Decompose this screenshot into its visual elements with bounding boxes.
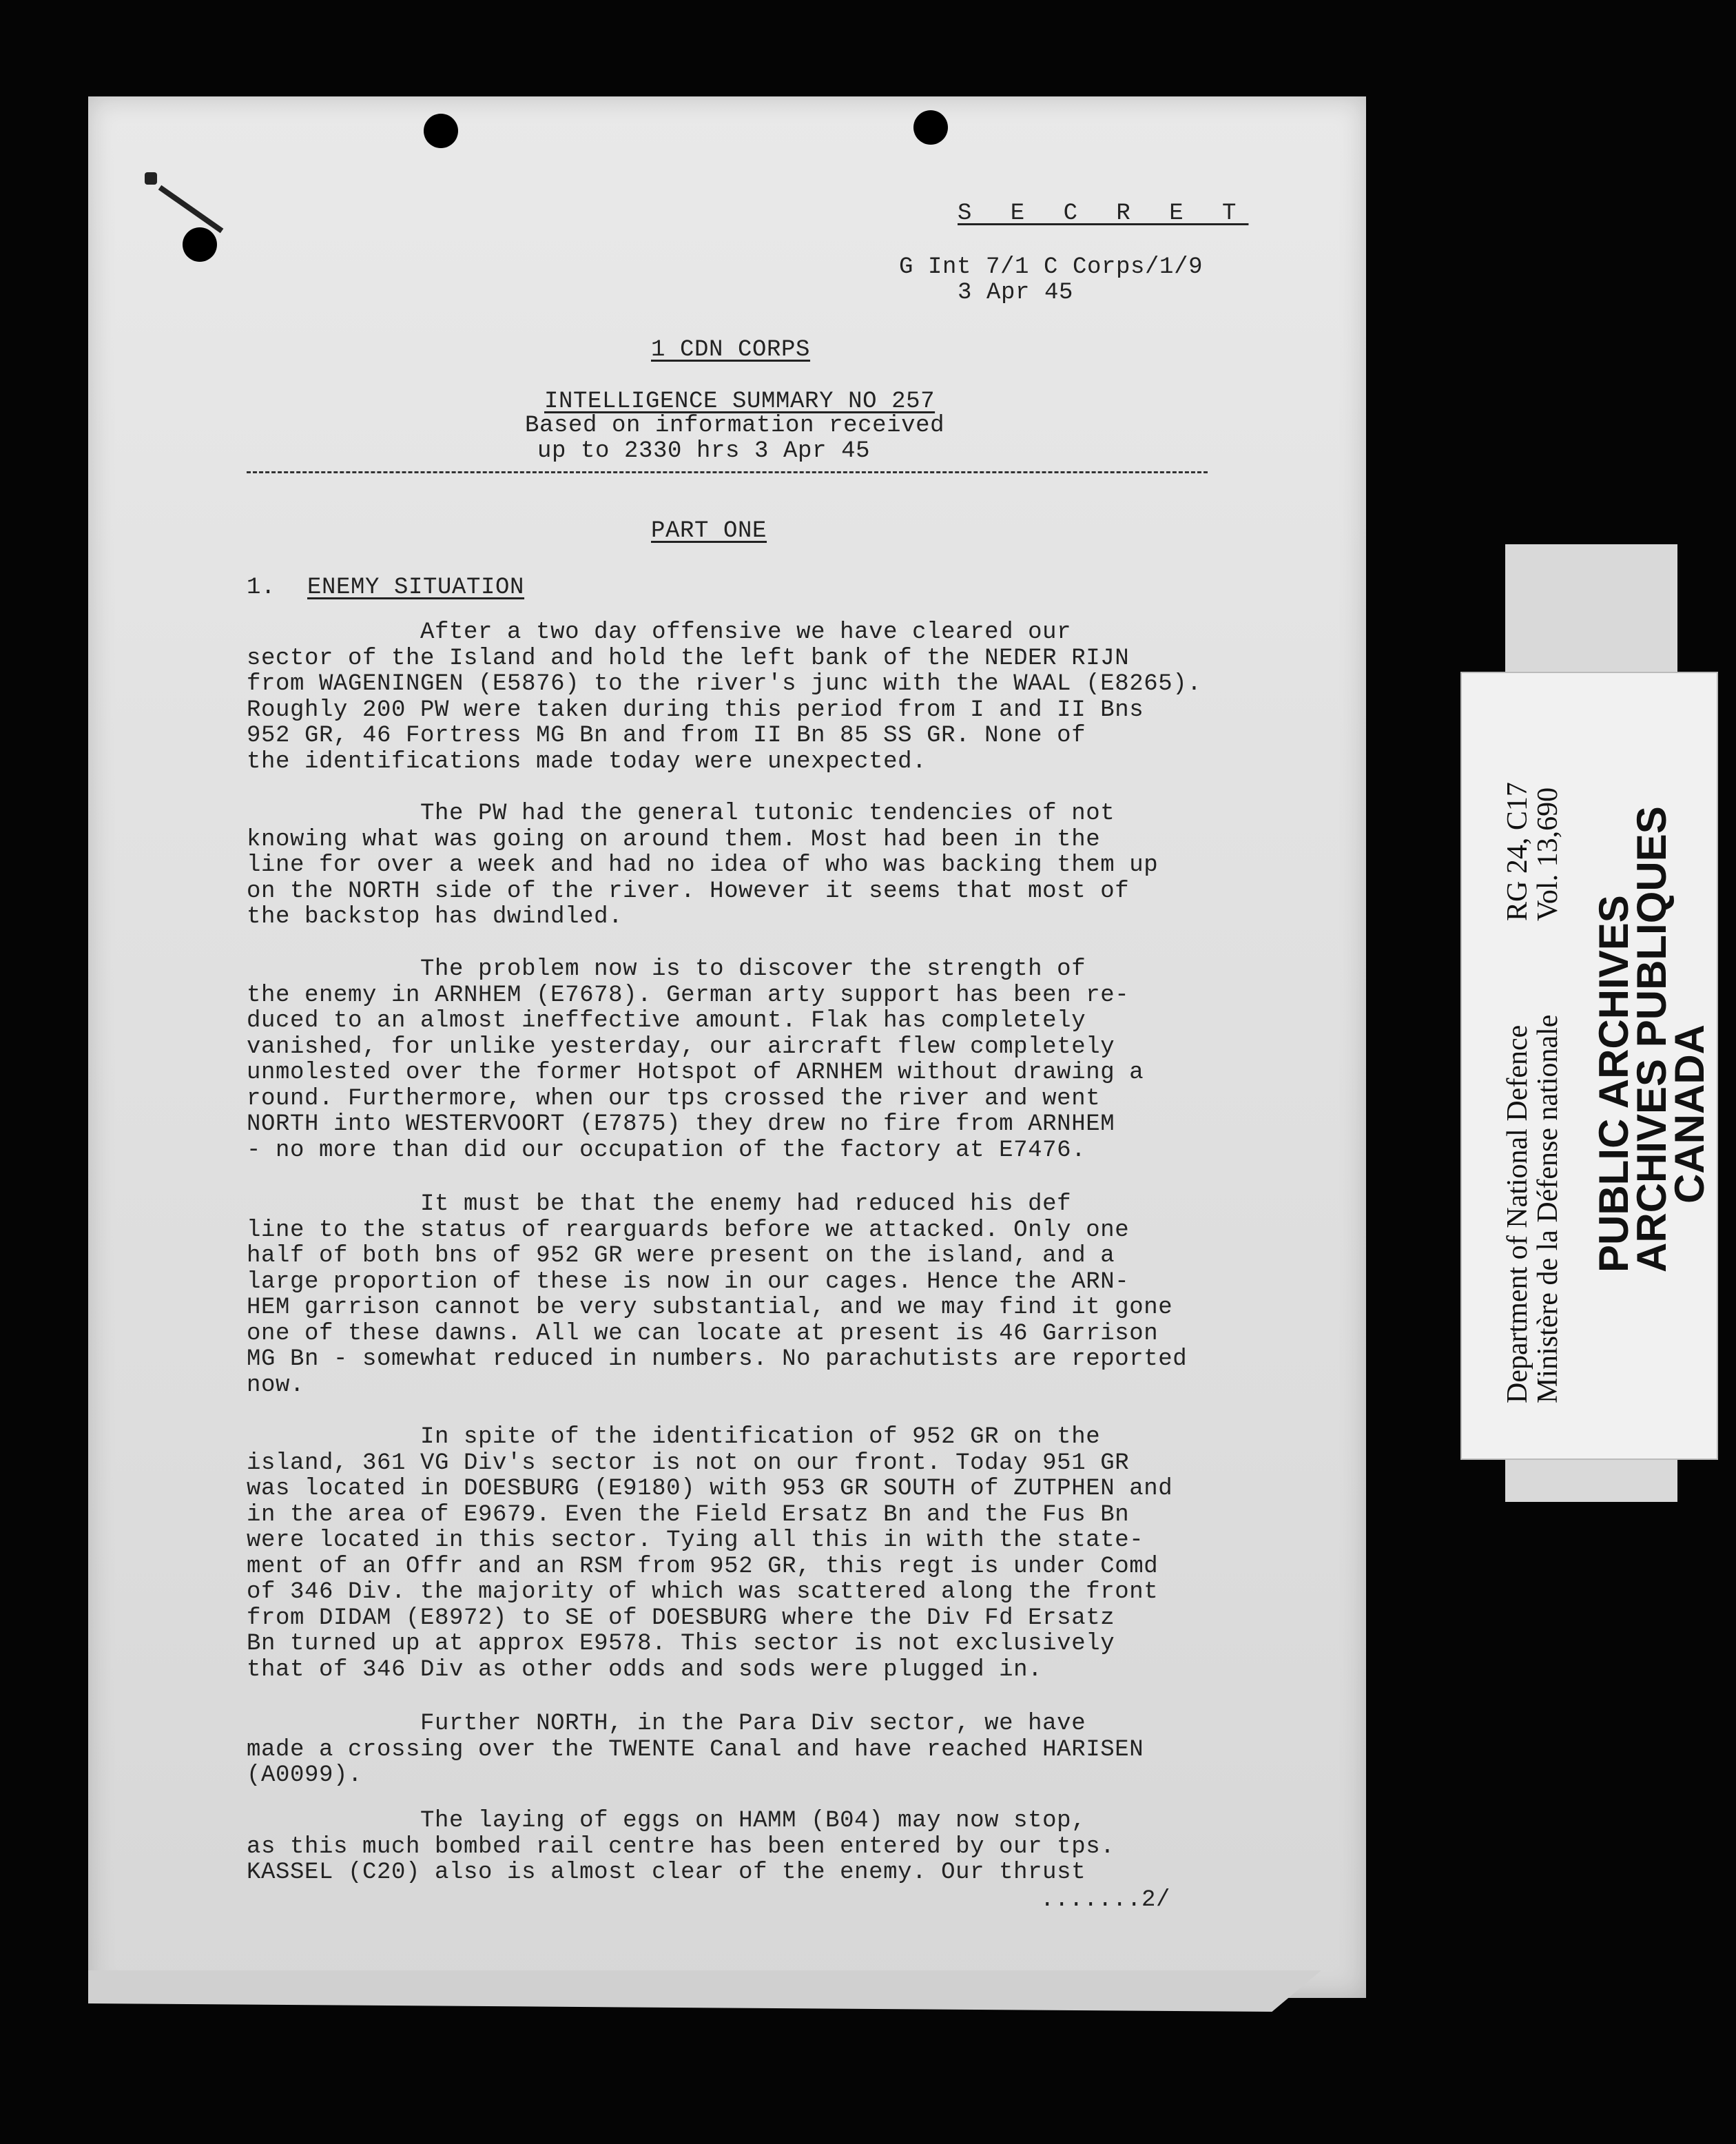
label-archive-en: PUBLIC ARCHIVES <box>1591 895 1637 1272</box>
paragraph-enemy-situation-4: It must be that the enemy had reduced his def line to the status of rearguards before we attacked. Only one half of both bns of 952 GR were present on the island, and a large proportion of these is now in our cages. Hence the ARN- HEM garrison cannot be very substantial, and we may find it gone one of these dawns. All we can locate at present is 46 Garrison MG Bn - somewhat reduced in numbers. No parachutists are reported now. <box>247 1191 1188 1399</box>
archive-label-card <box>1460 672 1718 1460</box>
handwritten-dot <box>145 172 157 185</box>
part-heading: PART ONE <box>651 518 767 544</box>
section-title: ENEMY SITUATION <box>307 575 525 601</box>
classification-marking: S E C R E T <box>958 200 1249 227</box>
paragraph-enemy-situation-6: Further NORTH, in the Para Div sector, we have made a crossing over the TWENTE Canal and have reached HARISEN (A0099). <box>247 1711 1144 1789</box>
label-department-fr: Ministère de la Défense nationale <box>1532 1014 1564 1403</box>
punch-hole-right <box>913 110 948 145</box>
document-title: INTELLIGENCE SUMMARY NO 257 <box>544 389 936 415</box>
label-archive-fr: ARCHIVES PUBLIQUES <box>1629 806 1675 1272</box>
basis-line-1: Based on information received <box>525 413 945 439</box>
label-reference-2: Vol. 13,690 <box>1532 787 1564 921</box>
document-date: 3 Apr 45 <box>958 280 1074 306</box>
paragraph-enemy-situation-1: After a two day offensive we have cleared our sector of the Island and hold the left bank of the NEDER RIJN from WAGENINGEN (E5876) to the river's junc with the WAAL (E8265). Roughly 200 PW were taken during this period from I and II Bns 952 GR, 46 Fortress MG Bn and from II Bn 85 SS GR. None of the identifications made today were unexpected. <box>247 619 1202 775</box>
file-reference: G Int 7/1 C Corps/1/9 <box>899 254 1203 280</box>
paragraph-enemy-situation-2: The PW had the general tutonic tendencies of not knowing what was going on around them. Most had been in the line for over a week and had no idea of who was backing them up on the NORTH side of the river. However it seems that most of the backstop has dwindled. <box>247 801 1159 930</box>
continuation-marker: .......2/ <box>1040 1887 1171 1913</box>
paragraph-enemy-situation-5: In spite of the identification of 952 GR on the island, 361 VG Div's sector is not on our front. Today 951 GR was located in DOESBURG (E9180) with 953 GR SOUTH of ZUTPHEN and in the area of E9679. Even the Field Ersatz Bn and the Fus Bn were located in this sector. Tying all this in with the state- ment of an Offr and an RSM from 952 GR, this regt is under Comd of 346 Div. the majority of which was scattered along the front from DIDAM (E8972) to SE of DOESBURG where the Div Fd Ersatz Bn turned up at approx E9578. This sector is not exclusively that of 346 Div as other odds and sods were plugged in. <box>247 1424 1173 1683</box>
section-number: 1. <box>247 575 276 601</box>
paragraph-enemy-situation-3: The problem now is to discover the strength of the enemy in ARNHEM (E7678). German arty support has been re- duced to an almost ineffective amount. Flak has completely vanished, for unlike yesterday, our aircraft flew completely unmolested over the former Hotspot of ARNHEM without drawing a round. Furthermore, when our tps crossed the river and went NORTH into WESTERVOORT (E7875) they drew no fire from ARNHEM - no more than did our occupation of the factory at E7476. <box>247 956 1144 1164</box>
punch-hole-margin <box>183 227 217 262</box>
unit-heading: 1 CDN CORPS <box>651 337 811 363</box>
dashed-separator <box>247 471 1208 473</box>
basis-line-2: up to 2330 hrs 3 Apr 45 <box>537 438 871 464</box>
paragraph-enemy-situation-7: The laying of eggs on HAMM (B04) may now stop, as this much bombed rail centre has been entered by our tps. KASSEL (C20) also is almost clear of the enemy. Our thrust <box>247 1808 1115 1886</box>
label-country: CANADA <box>1666 1024 1713 1204</box>
punch-hole-left <box>424 114 458 148</box>
label-department-en: Department of National Defence <box>1502 1024 1533 1403</box>
label-reference-1: RG 24, C17 <box>1502 782 1533 921</box>
